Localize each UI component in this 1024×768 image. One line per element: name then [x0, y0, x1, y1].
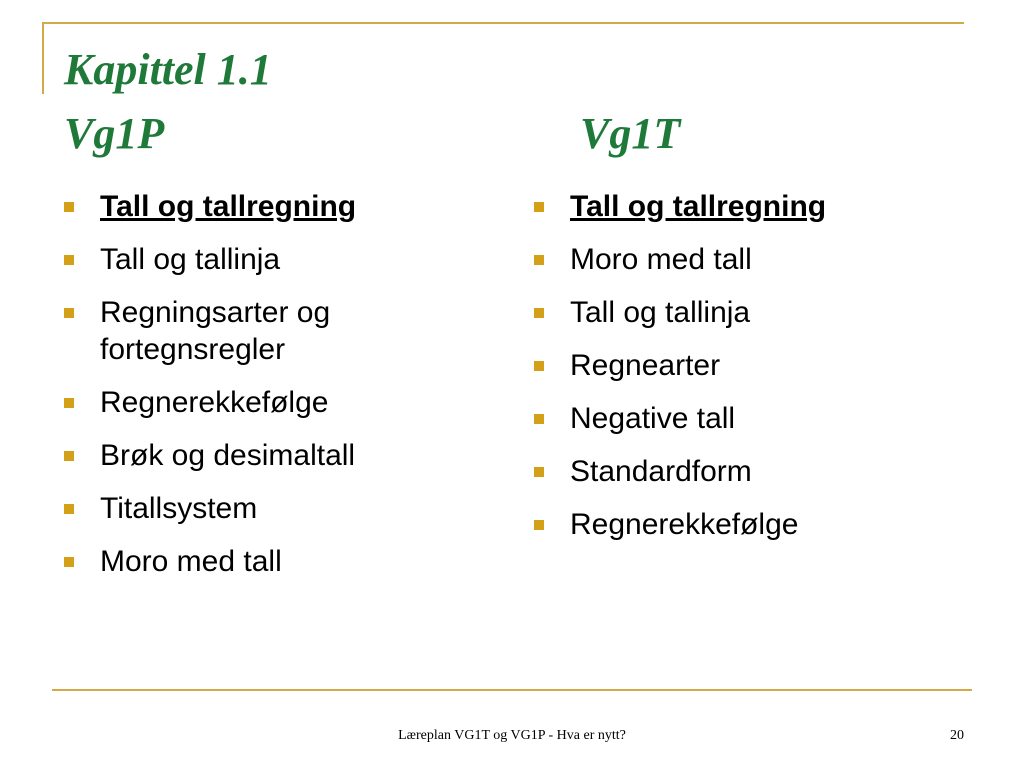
- square-bullet-icon: [534, 520, 544, 530]
- list-item: [60, 437, 480, 474]
- list-item-text: Moro med tall: [570, 243, 752, 276]
- list-item: [60, 490, 480, 527]
- square-bullet-icon: [534, 361, 544, 371]
- list-item: [60, 294, 480, 368]
- list-item: [530, 188, 950, 225]
- left-bullet-list: [60, 188, 480, 596]
- list-item: [530, 453, 950, 490]
- list-item-text: Moro med tall: [100, 545, 282, 578]
- list-item: [60, 543, 480, 580]
- list-item-text: Regningsarter og fortegnsregler: [100, 296, 331, 366]
- square-bullet-icon: [64, 557, 74, 567]
- square-bullet-icon: [534, 467, 544, 477]
- list-item-text: Brøk og desimaltall: [100, 439, 356, 472]
- list-item-text: Regnerekkefølge: [100, 386, 329, 419]
- square-bullet-icon: [64, 255, 74, 265]
- list-item-text: Tall og tallinja: [570, 296, 751, 329]
- list-item-text: Tall og tallregning: [570, 190, 827, 223]
- square-bullet-icon: [64, 451, 74, 461]
- list-item-text: Regnearter: [570, 349, 721, 382]
- list-item-text: Tall og tallinja: [100, 243, 281, 276]
- list-item: [60, 188, 480, 225]
- square-bullet-icon: [64, 398, 74, 408]
- right-bullet-list: [530, 188, 950, 559]
- list-item: [530, 506, 950, 543]
- left-column-heading: Vg1P: [64, 109, 165, 158]
- footer-title: Læreplan VG1T og VG1P - Hva er nytt?: [398, 728, 626, 743]
- list-item: [530, 347, 950, 384]
- square-bullet-icon: [64, 504, 74, 514]
- footer-rule: [52, 689, 972, 691]
- square-bullet-icon: [64, 308, 74, 318]
- list-item-text: Regnerekkefølge: [570, 508, 799, 541]
- list-item: [530, 241, 950, 278]
- list-item-text: Titallsystem: [100, 492, 258, 525]
- list-item-text: Negative tall: [570, 402, 736, 435]
- square-bullet-icon: [534, 414, 544, 424]
- square-bullet-icon: [534, 255, 544, 265]
- list-item: [60, 384, 480, 421]
- square-bullet-icon: [534, 308, 544, 318]
- top-rule: [42, 22, 964, 24]
- left-rule: [42, 22, 44, 94]
- square-bullet-icon: [534, 202, 544, 212]
- list-item: [530, 400, 950, 437]
- list-item-text: Standardform: [570, 455, 752, 488]
- page-number: 20: [950, 728, 964, 743]
- square-bullet-icon: [64, 202, 74, 212]
- list-item-text: Tall og tallregning: [100, 190, 357, 223]
- list-item: [60, 241, 480, 278]
- right-column-heading: Vg1T: [580, 109, 681, 158]
- list-item: [530, 294, 950, 331]
- slide-title: Kapittel 1.1: [64, 45, 272, 94]
